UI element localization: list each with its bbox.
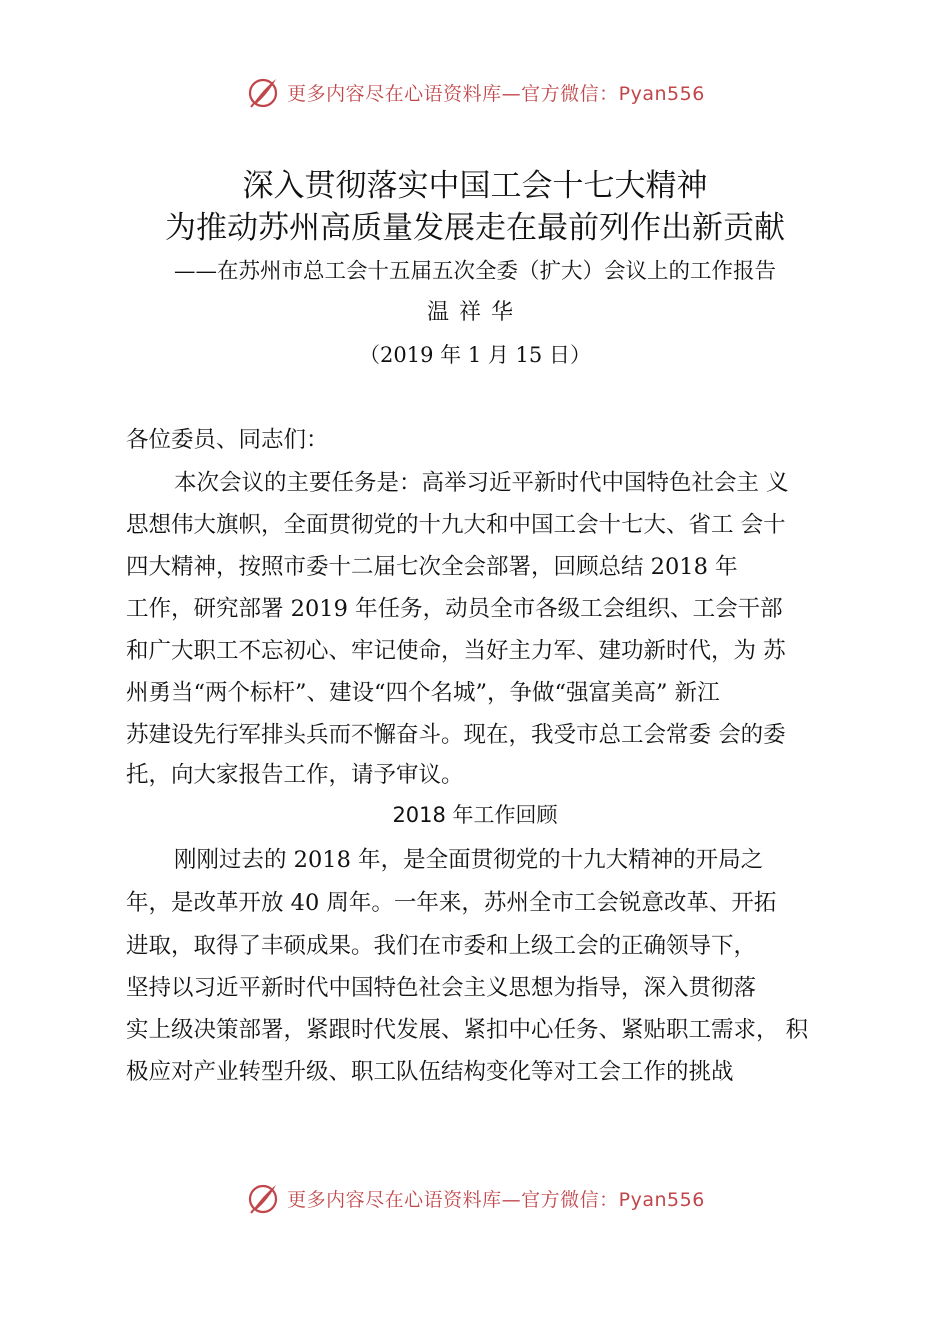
paragraph2-line: 坚持以习近平新时代中国特色社会主义思想为指导，深入贯彻落 <box>126 975 757 1001</box>
paragraph2-line: 刚刚过去的 2018 年，是全面贯彻党的十九大精神的开局之 <box>174 847 764 873</box>
paragraph2-line: 进取，取得了丰硕成果。我们在市委和上级工会的正确领导下， <box>126 933 757 959</box>
paragraph1-line: 本次会议的主要任务是：高举习近平新时代中国特色社会主 义 <box>174 470 789 496</box>
paragraph1-line: 州勇当“两个标杆”、建设“四个名城”，争做“强富美高” 新江 <box>126 680 720 706</box>
section-heading: 2018 年工作回顾 <box>392 803 558 827</box>
quill-logo-icon <box>245 1180 281 1216</box>
watermark-text: 更多内容尽在心语资料库—官方微信：Pyan556 <box>287 82 705 105</box>
watermark-header <box>0 70 950 114</box>
paragraph2-line: 实上级决策部署，紧跟时代发展、紧扣中心任务、紧贴职工需求， 积 <box>126 1017 809 1043</box>
paragraph1-line: 四大精神，按照市委十二届七次全会部署，回顾总结 2018 年 <box>126 554 738 580</box>
paragraph1-line: 苏建设先行军排头兵而不懈奋斗。现在，我受市总工会常委 会的委 <box>126 722 786 748</box>
paragraph1-line: 工作，研究部署 2019 年任务，动员全市各级工会组织、工会干部 <box>126 596 783 622</box>
paragraph1-line: 思想伟大旗帜，全面贯彻党的十九大和中国工会十七大、省工 会十 <box>126 512 786 538</box>
paragraph1-line: 和广大职工不忘初心、牢记使命，当好主力军、建功新时代，为 苏 <box>126 638 786 664</box>
watermark-footer <box>0 1176 950 1220</box>
watermark-text: 更多内容尽在心语资料库—官方微信：Pyan556 <box>287 1188 705 1211</box>
document-title-line-1: 深入贯彻落实中国工会十七大精神 <box>242 168 708 204</box>
paragraph1-line: 托，向大家报告工作，请予审议。 <box>126 762 464 788</box>
document-title-line-2: 为推动苏州高质量发展走在最前列作出新贡献 <box>165 210 785 246</box>
paragraph2-line: 极应对产业转型升级、职工队伍结构变化等对工会工作的挑战 <box>126 1059 734 1085</box>
paragraph2-line: 年，是改革开放 40 周年。一年来，苏州全市工会锐意改革、开拓 <box>126 890 777 916</box>
report-date: （2019 年 1 月 15 日） <box>359 343 591 367</box>
quill-logo-icon <box>245 74 281 110</box>
author-name: 温祥华 <box>426 300 523 325</box>
salutation: 各位委员、同志们： <box>126 427 329 453</box>
document-subtitle: ——在苏州市总工会十五届五次全委（扩大）会议上的工作报告 <box>173 259 776 284</box>
